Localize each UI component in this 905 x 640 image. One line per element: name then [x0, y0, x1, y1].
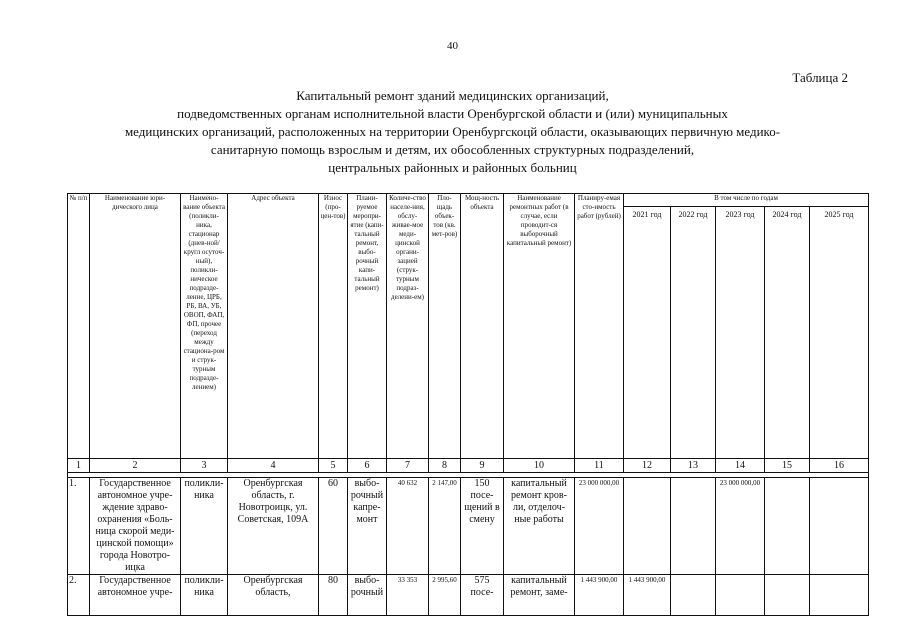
cell-2021: 1 443 900,00	[624, 575, 671, 616]
cell-wear: 80	[319, 575, 348, 616]
cell-number: 1.	[68, 478, 90, 575]
header-cell-year: 2025 год	[810, 207, 869, 459]
column-number: 13	[671, 459, 716, 473]
column-number: 3	[181, 459, 228, 473]
cell-object: поликли-ника	[181, 478, 228, 575]
cell-works: капитальный ремонт кров-ли, отделоч-ные работы	[504, 478, 575, 575]
header-cell-population: Количе-ство населе-ния, обслу-живае-мое меди-цинской органи-зацией (струк-турным подраз-делени-ем)	[387, 194, 429, 459]
header-cell-years-group: В том числе по годам	[624, 194, 869, 207]
document-title	[40, 87, 865, 177]
title-line: санитарную помощь взрослым и детям, их обособленных структурных подразделений,	[210, 142, 695, 157]
column-number: 14	[716, 459, 765, 473]
cell-cost: 1 443 900,00	[575, 575, 624, 616]
cell-measure: выбо-рочный капре-монт	[348, 478, 387, 575]
table-row	[68, 575, 869, 616]
column-number: 8	[429, 459, 461, 473]
column-number: 11	[575, 459, 624, 473]
header-cell-entity: Наименование юри-дического лица	[90, 194, 181, 459]
header-cell-wear: Износ (про-цен-тов)	[319, 194, 348, 459]
table-row	[68, 478, 869, 575]
cell-2024	[765, 575, 810, 616]
cell-population: 40 632	[387, 478, 429, 575]
column-number-row	[68, 459, 869, 473]
header-cell-year: 2022 год	[671, 207, 716, 459]
cell-area: 2 147,00	[429, 478, 461, 575]
cell-2025	[810, 478, 869, 575]
header-cell-capacity: Мощ-ность объекта	[461, 194, 504, 459]
cell-address: Оренбургская область, г. Новотроицк, ул. Советская, 109А	[228, 478, 319, 575]
header-cell-area: Пло-щадь объек-тов (кв. мет-ров)	[429, 194, 461, 459]
cell-object: поликли-ника	[181, 575, 228, 616]
cell-capacity: 575 посе-	[461, 575, 504, 616]
cell-address: Оренбургская область,	[228, 575, 319, 616]
column-number: 12	[624, 459, 671, 473]
header-cell-cost: Планиру-емая сто-имость работ (рублей)	[575, 194, 624, 459]
cell-cost: 23 000 000,00	[575, 478, 624, 575]
repair-table	[67, 193, 869, 616]
column-number: 16	[810, 459, 869, 473]
header-cell-year: 2024 год	[765, 207, 810, 459]
cell-works: капитальный ремонт, заме-	[504, 575, 575, 616]
header-cell-address: Адрес объекта	[228, 194, 319, 459]
header-cell-number: № п/п	[68, 194, 90, 459]
cell-entity: Государственное автономное учре-	[90, 575, 181, 616]
title-line: центральных районных и районных больниц	[328, 160, 577, 175]
column-number: 6	[348, 459, 387, 473]
column-number: 5	[319, 459, 348, 473]
column-number: 4	[228, 459, 319, 473]
cell-2024	[765, 478, 810, 575]
cell-wear: 60	[319, 478, 348, 575]
header-cell-year: 2023 год	[716, 207, 765, 459]
cell-2023	[716, 575, 765, 616]
cell-entity: Государственное автономное учре-ждение здраво-охранения «Боль-ница скорой меди-цинской помощи» города Новотро-ицка	[90, 478, 181, 575]
table-label: Таблица 2	[792, 70, 848, 85]
header-cell-works: Наименование ремонтных работ (в случае, если проводит-ся выборочный капитальный ремонт)	[504, 194, 575, 459]
cell-number: 2.	[68, 575, 90, 616]
header-row	[68, 194, 869, 207]
column-number: 10	[504, 459, 575, 473]
cell-2023: 23 000 000,00	[716, 478, 765, 575]
title-line: медицинских организаций, расположенных на территории Оренбургскоцй области, оказывающих первичную медико-	[124, 124, 781, 139]
cell-population: 33 353	[387, 575, 429, 616]
column-number: 15	[765, 459, 810, 473]
cell-2022	[671, 478, 716, 575]
column-number: 7	[387, 459, 429, 473]
title-line: подведомственных органам исполнительной власти Оренбургской области и (или) муниципальных	[177, 106, 728, 121]
cell-capacity: 150 посе-щений в смену	[461, 478, 504, 575]
column-number: 9	[461, 459, 504, 473]
header-cell-object: Наимено-вание объекта (поликли-ника, стационар (днев-ной/кругл осуточ-ный), поликли-ническое подразде-ление, ЦРБ, РБ, ВА, УБ, ОВОП, ФАП, ФП, прочее (переход между стациона-ром и струк-турным подразде-лением)	[181, 194, 228, 459]
cell-2021	[624, 478, 671, 575]
header-cell-measure: Плани-руемое меропри-ятие (капи-тальный ремонт, выбо-рочный капи-тальный ремонт)	[348, 194, 387, 459]
cell-2022	[671, 575, 716, 616]
page-number: 40	[447, 40, 458, 52]
cell-measure: выбо-рочный	[348, 575, 387, 616]
cell-area: 2 995,60	[429, 575, 461, 616]
cell-2025	[810, 575, 869, 616]
title-line: Капитальный ремонт зданий медицинских организаций,	[296, 88, 609, 103]
column-number: 2	[90, 459, 181, 473]
column-number: 1	[68, 459, 90, 473]
header-cell-year: 2021 год	[624, 207, 671, 459]
